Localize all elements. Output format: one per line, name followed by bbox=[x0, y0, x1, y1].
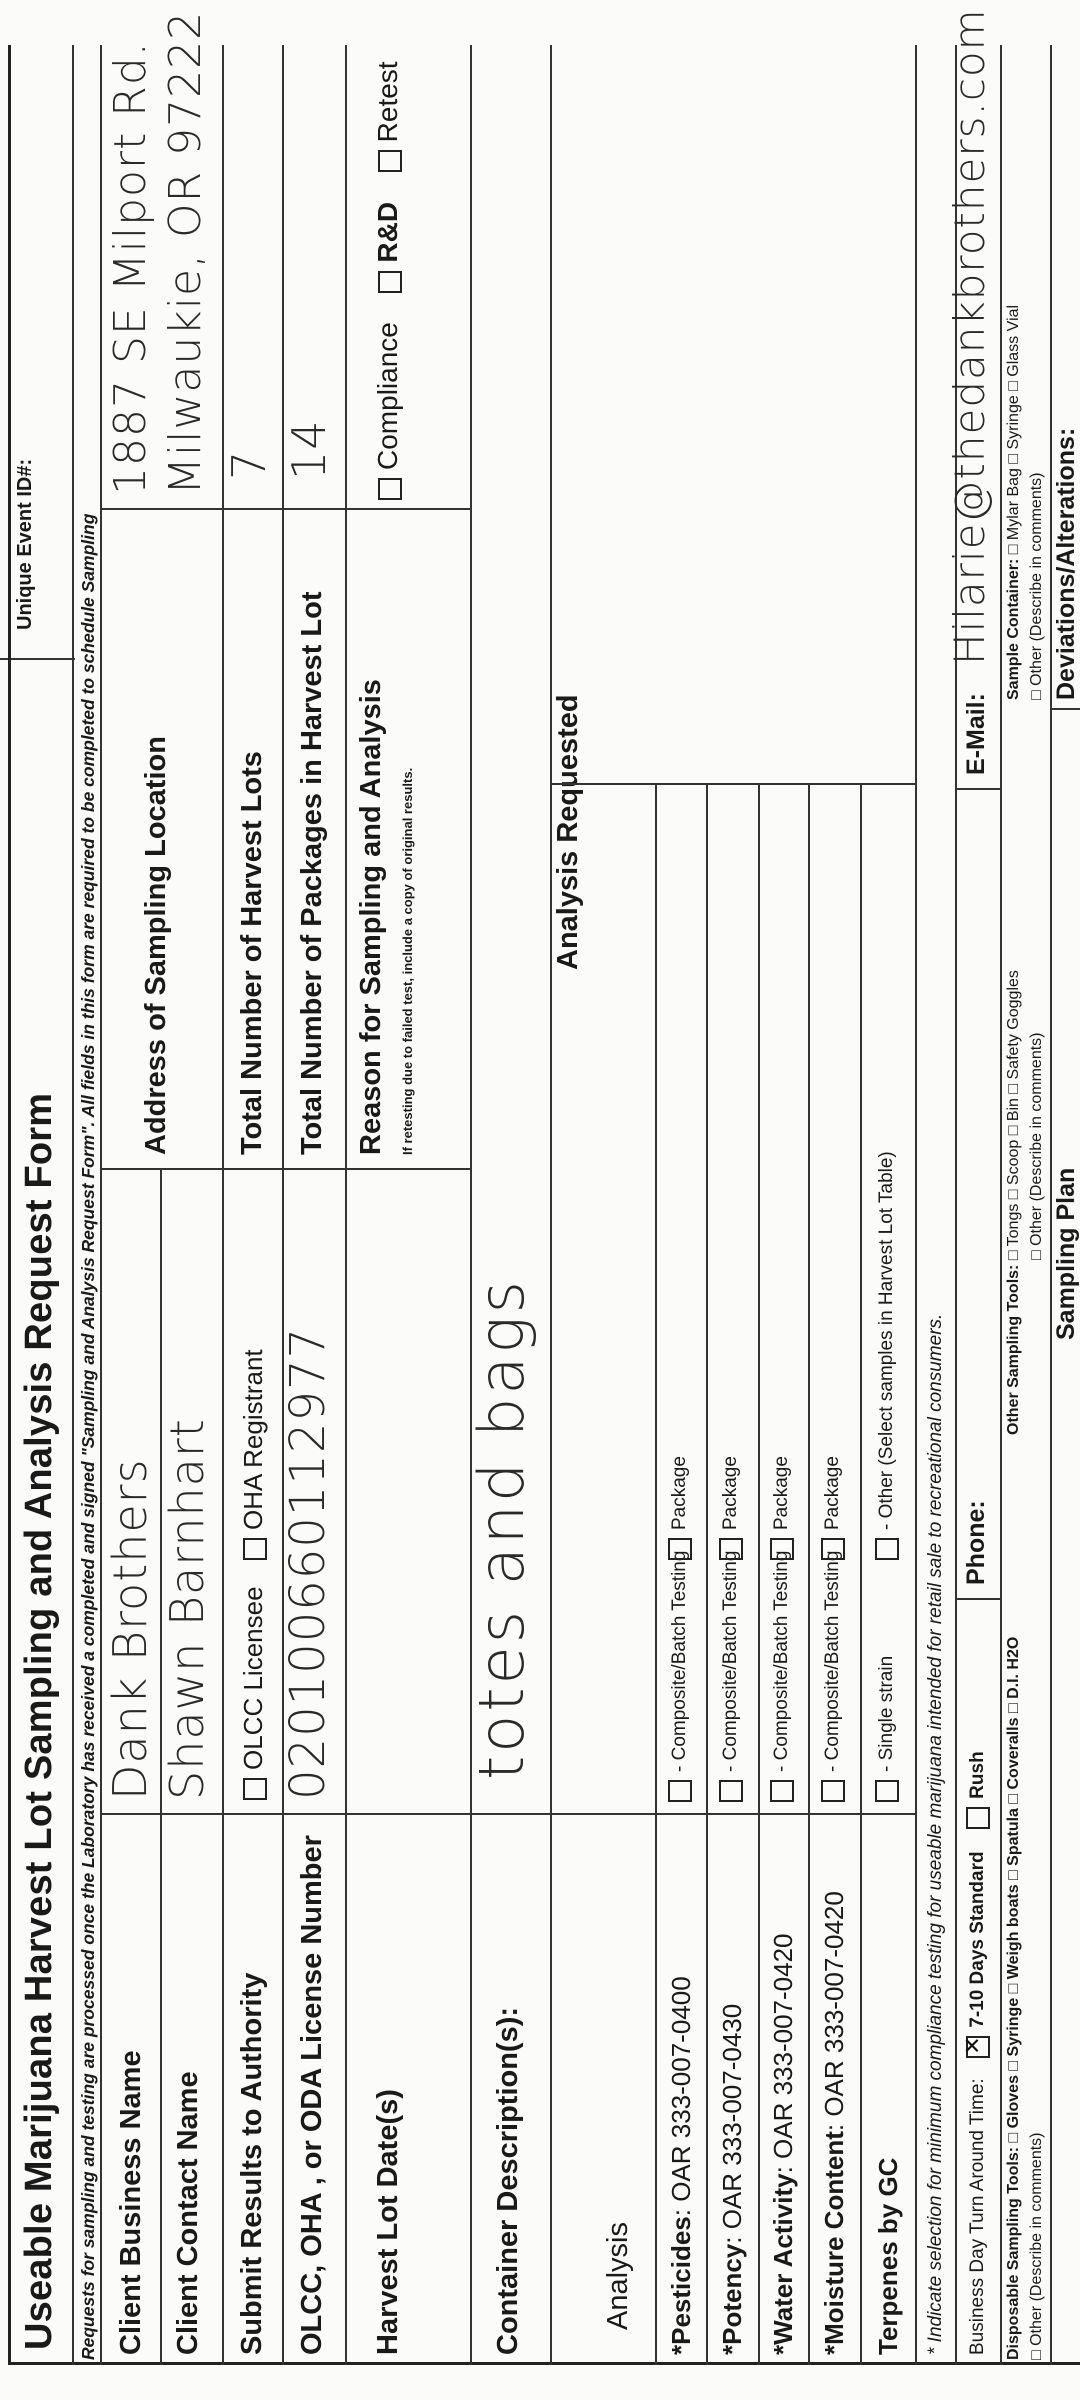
reason-note: If retesting due to failed test, include a copy of original results. bbox=[400, 767, 415, 1155]
analysis-row-name bbox=[873, 2158, 904, 2355]
analysis-code: : OAR 333-007-0420 bbox=[819, 1891, 849, 2132]
analysis-option-2 bbox=[668, 1456, 692, 1560]
rush-label: Rush bbox=[967, 1751, 989, 1799]
analysis-name: *Pesticides bbox=[666, 2216, 696, 2355]
analysis-option-2-label: Package bbox=[720, 1456, 742, 1530]
analysis-name: *Potency bbox=[717, 2243, 747, 2355]
analysis-option-1-label: - Composite/Batch Testing bbox=[822, 1550, 844, 1772]
analysis-option-1 bbox=[719, 1551, 743, 1802]
analysis-option-2-checkbox[interactable] bbox=[821, 1538, 845, 1560]
analysis-option-2-checkbox[interactable] bbox=[770, 1538, 794, 1560]
total-harvest-lots-label: Total Number of Harvest Lots bbox=[236, 751, 268, 1155]
unique-event-id-label: Unique Event ID#: bbox=[14, 458, 36, 630]
compliance-checkbox[interactable] bbox=[378, 478, 402, 500]
sample-container-items: □ Mylar Bag □ Syringe □ Glass Vial bbox=[1005, 304, 1022, 555]
container-description-value[interactable]: totes and bags bbox=[465, 1278, 538, 1780]
reason-label: Reason for Sampling and Analysis bbox=[355, 679, 387, 1155]
turnaround-row bbox=[966, 1751, 990, 2355]
olcc-licensee-checkbox[interactable] bbox=[243, 1778, 267, 1800]
analysis-option-1-label: - Composite/Batch Testing bbox=[771, 1550, 793, 1772]
analysis-option-1 bbox=[875, 1656, 899, 1802]
analysis-row-name bbox=[717, 2004, 748, 2355]
analysis-code: : OAR 333-007-0430 bbox=[717, 2003, 747, 2244]
standard-label: 7-10 Days Standard bbox=[967, 1851, 989, 2028]
email-value[interactable]: Hilarie@thedankbrothers.com bbox=[945, 8, 994, 665]
analysis-row-name bbox=[768, 1933, 799, 2355]
analysis-option-1-checkbox[interactable] bbox=[770, 1780, 794, 1802]
submit-results-label: Submit Results to Authority bbox=[236, 1972, 268, 2355]
disposable-other: □ Other (Describe in comments) bbox=[1028, 2132, 1045, 2360]
retest-checkbox[interactable] bbox=[378, 150, 402, 172]
olcc-licensee-label: OLCC Licensee bbox=[238, 1586, 268, 1770]
analysis-option-2-label: - Other (Select samples in Harvest Lot Table) bbox=[876, 1151, 898, 1530]
email-label: E-Mail: bbox=[962, 693, 990, 775]
phone-label: Phone: bbox=[962, 1500, 990, 1585]
analysis-option-1-checkbox[interactable] bbox=[821, 1780, 845, 1802]
other-tools bbox=[1005, 970, 1023, 1435]
analysis-row-name bbox=[666, 1976, 697, 2355]
sample-container bbox=[1005, 305, 1023, 700]
address-line1[interactable]: 1887 SE Milport Rd. bbox=[105, 41, 156, 495]
analysis-option-2-label: Package bbox=[771, 1456, 793, 1530]
total-packages-label: Total Number of Packages in Harvest Lot bbox=[296, 591, 328, 1155]
analysis-option-1-label: - Single strain bbox=[876, 1655, 898, 1772]
deviations-heading: Deviations/Alterations: bbox=[1052, 427, 1080, 700]
analysis-name: *Water Activity bbox=[768, 2173, 798, 2355]
license-number-value[interactable]: 020100660112977 bbox=[280, 1326, 336, 1800]
harvest-lot-dates-label: Harvest Lot Date(s) bbox=[372, 2089, 404, 2355]
turnaround-label: Business Day Turn Around Time: bbox=[967, 2078, 989, 2355]
oha-registrant-checkbox[interactable] bbox=[243, 1538, 267, 1560]
analysis-name: Terpenes by GC bbox=[873, 2157, 903, 2355]
analysis-requested-header: Analysis Requested bbox=[552, 694, 584, 970]
reason-options bbox=[372, 61, 404, 500]
sample-container-label: Sample Container: bbox=[1005, 558, 1022, 700]
analysis-option-2-label: Package bbox=[669, 1456, 691, 1530]
analysis-code: : OAR 333-007-0400 bbox=[666, 1976, 696, 2217]
analysis-option-2 bbox=[770, 1456, 794, 1560]
compliance-footnote: * Indicate selection for minimum compliance testing for useable marijuana intended for retail sale to recreational consumers. bbox=[925, 1313, 946, 2355]
analysis-name: *Moisture Content bbox=[819, 2131, 849, 2355]
standard-checkbox[interactable] bbox=[966, 2036, 990, 2058]
analysis-column-header: Analysis bbox=[602, 2222, 634, 2330]
analysis-option-1-label: - Composite/Batch Testing bbox=[669, 1550, 691, 1772]
client-contact-name-label: Client Contact Name bbox=[172, 2071, 204, 2355]
analysis-option-1 bbox=[668, 1551, 692, 1802]
total-harvest-lots-value[interactable]: 7 bbox=[222, 449, 276, 480]
other-tools-other: □ Other (Describe in comments) bbox=[1028, 1032, 1045, 1260]
license-number-label: OLCC, OHA , or ODA License Number bbox=[296, 1835, 328, 2355]
analysis-option-2-checkbox[interactable] bbox=[668, 1538, 692, 1560]
authority-options bbox=[238, 1349, 269, 1800]
sample-container-other: □ Other (Describe in comments) bbox=[1028, 472, 1045, 700]
container-description-label: Container Description(s): bbox=[492, 2006, 524, 2355]
analysis-row-name bbox=[819, 1891, 850, 2355]
other-tools-items: □ Tongs □ Scoop □ Bin □ Safety Goggles bbox=[1005, 970, 1022, 1261]
address-label: Address of Sampling Location bbox=[140, 736, 172, 1155]
client-contact-name-value[interactable]: Shawn Barnhart bbox=[160, 1418, 214, 1800]
disposable-tools: Disposable Sampling Tools: □ Gloves □ Syringe □ Weigh boats □ Spatula □ Coveralls □ D.I. H2O bbox=[1005, 1636, 1022, 2360]
instructions-text: Requests for sampling and testing are processed once the Laboratory has received a completed and signed "Sampling and Analysis Request Form". All fields in this form are required to be completed to schedule Sampling bbox=[78, 513, 98, 2360]
client-business-name-label: Client Business Name bbox=[115, 2050, 147, 2355]
analysis-option-2-checkbox[interactable] bbox=[719, 1538, 743, 1560]
form-title: Useable Marijuana Harvest Lot Sampling and Analysis Request Form bbox=[18, 1092, 60, 2350]
rush-checkbox[interactable] bbox=[966, 1807, 990, 1829]
rd-checkbox[interactable] bbox=[378, 271, 402, 293]
oha-registrant-label: OHA Registrant bbox=[238, 1349, 268, 1530]
analysis-option-1-checkbox[interactable] bbox=[719, 1780, 743, 1802]
total-packages-value[interactable]: 14 bbox=[282, 419, 336, 480]
sampling-plan-heading: Sampling Plan bbox=[1052, 1167, 1080, 1340]
analysis-option-2-checkbox[interactable] bbox=[875, 1538, 899, 1560]
analysis-option-2 bbox=[821, 1456, 845, 1560]
analysis-option-2-label: Package bbox=[822, 1456, 844, 1530]
retest-label: Retest bbox=[372, 61, 403, 143]
analysis-option-2 bbox=[719, 1456, 743, 1560]
analysis-code: : OAR 333-007-0420 bbox=[768, 1933, 798, 2174]
address-line2[interactable]: Milwaukie, OR 97222 bbox=[160, 10, 211, 495]
rd-label: R&D bbox=[372, 201, 403, 263]
analysis-option-1 bbox=[821, 1551, 845, 1802]
analysis-option-1-checkbox[interactable] bbox=[875, 1780, 899, 1802]
analysis-option-1 bbox=[770, 1551, 794, 1802]
other-tools-label: Other Sampling Tools: bbox=[1005, 1264, 1022, 1435]
analysis-option-2 bbox=[875, 1151, 899, 1560]
compliance-label: Compliance bbox=[372, 322, 403, 470]
client-business-name-value[interactable]: Dank Brothers bbox=[103, 1458, 157, 1800]
analysis-option-1-checkbox[interactable] bbox=[668, 1780, 692, 1802]
analysis-option-1-label: - Composite/Batch Testing bbox=[720, 1550, 742, 1772]
